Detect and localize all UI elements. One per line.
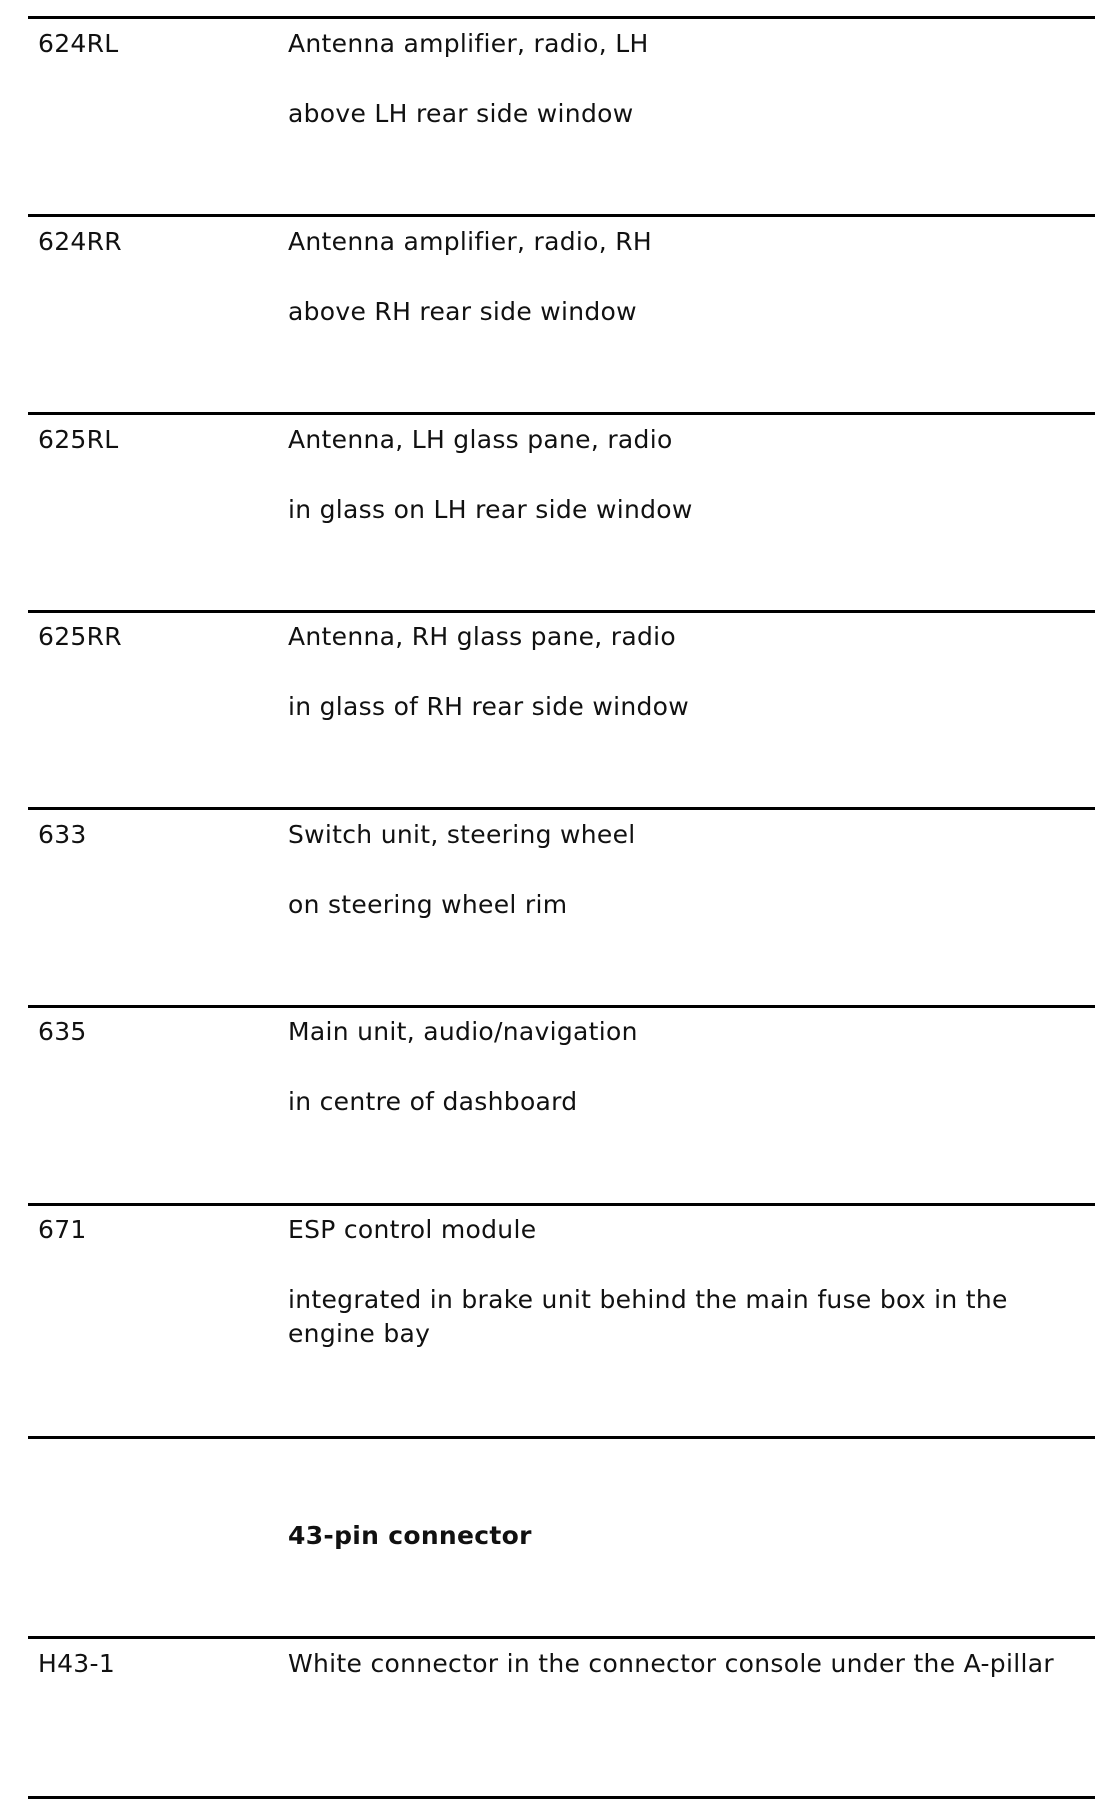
component-name: Main unit, audio/navigation bbox=[288, 1017, 638, 1046]
component-code: 624RL bbox=[38, 29, 119, 58]
component-location: in glass of RH rear side window bbox=[288, 692, 689, 721]
table-divider bbox=[28, 807, 1095, 810]
table-divider bbox=[28, 214, 1095, 217]
table-divider bbox=[28, 1005, 1095, 1008]
component-code: 624RR bbox=[38, 227, 122, 256]
component-name: Switch unit, steering wheel bbox=[288, 820, 636, 849]
component-code: 635 bbox=[38, 1017, 87, 1046]
component-name: ESP control module bbox=[288, 1215, 537, 1244]
table-divider bbox=[28, 1203, 1095, 1206]
component-code: 625RR bbox=[38, 622, 122, 651]
component-code: 633 bbox=[38, 820, 87, 849]
component-name: Antenna amplifier, radio, LH bbox=[288, 29, 649, 58]
table-divider bbox=[28, 1436, 1095, 1439]
table-divider bbox=[28, 1796, 1095, 1799]
component-name: Antenna, LH glass pane, radio bbox=[288, 425, 673, 454]
component-location: integrated in brake unit behind the main fuse box in the engine bay bbox=[288, 1285, 1008, 1348]
component-name: Antenna, RH glass pane, radio bbox=[288, 622, 676, 651]
connector-code: H43-1 bbox=[38, 1649, 116, 1678]
connector-description: White connector in the connector console under the A-pillar bbox=[288, 1649, 1054, 1678]
component-location: above LH rear side window bbox=[288, 99, 634, 128]
component-location: in glass on LH rear side window bbox=[288, 495, 693, 524]
component-location: in centre of dashboard bbox=[288, 1087, 578, 1116]
component-code: 671 bbox=[38, 1215, 87, 1244]
component-code: 625RL bbox=[38, 425, 119, 454]
table-divider bbox=[28, 1636, 1095, 1639]
table-divider bbox=[28, 610, 1095, 613]
table-divider bbox=[28, 16, 1095, 19]
component-location: above RH rear side window bbox=[288, 297, 637, 326]
component-name: Antenna amplifier, radio, RH bbox=[288, 227, 652, 256]
table-divider bbox=[28, 412, 1095, 415]
component-location: on steering wheel rim bbox=[288, 890, 568, 919]
section-heading: 43-pin connector bbox=[288, 1521, 532, 1550]
